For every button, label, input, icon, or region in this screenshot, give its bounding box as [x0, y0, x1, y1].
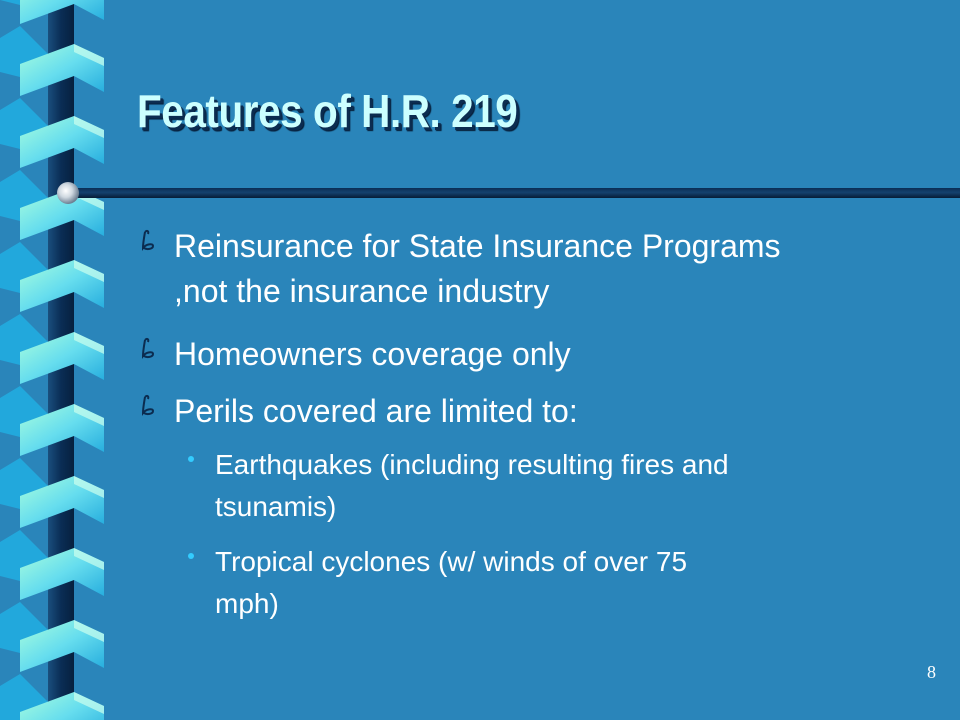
page-number: 8: [927, 662, 936, 682]
bullet-text-line: Reinsurance for State Insurance Programs: [174, 228, 781, 264]
bullet-text-line: ,not the insurance industry: [174, 273, 550, 309]
orb-icon: [57, 182, 79, 204]
bullet-text-line: Homeowners coverage only: [174, 336, 571, 372]
title-divider: [56, 180, 960, 206]
scroll-b-icon: [138, 393, 162, 417]
sub-bullet-text-line: Earthquakes (including resulting fires and: [215, 449, 729, 480]
sub-bullet-text-line: tsunamis): [215, 491, 337, 522]
ribbon-decoration: [0, 0, 110, 720]
scroll-b-icon: [138, 336, 162, 360]
dot-icon: [188, 456, 194, 462]
scroll-b-icon: [138, 228, 162, 252]
sub-bullet-text-line: mph): [215, 588, 279, 619]
sub-bullet-text-line: Tropical cyclones (w/ winds of over 75: [215, 546, 688, 577]
bullet-text-line: Perils covered are limited to:: [174, 393, 578, 429]
dot-icon: [188, 553, 194, 559]
slide-title: Features of H.R. 219: [137, 85, 518, 137]
